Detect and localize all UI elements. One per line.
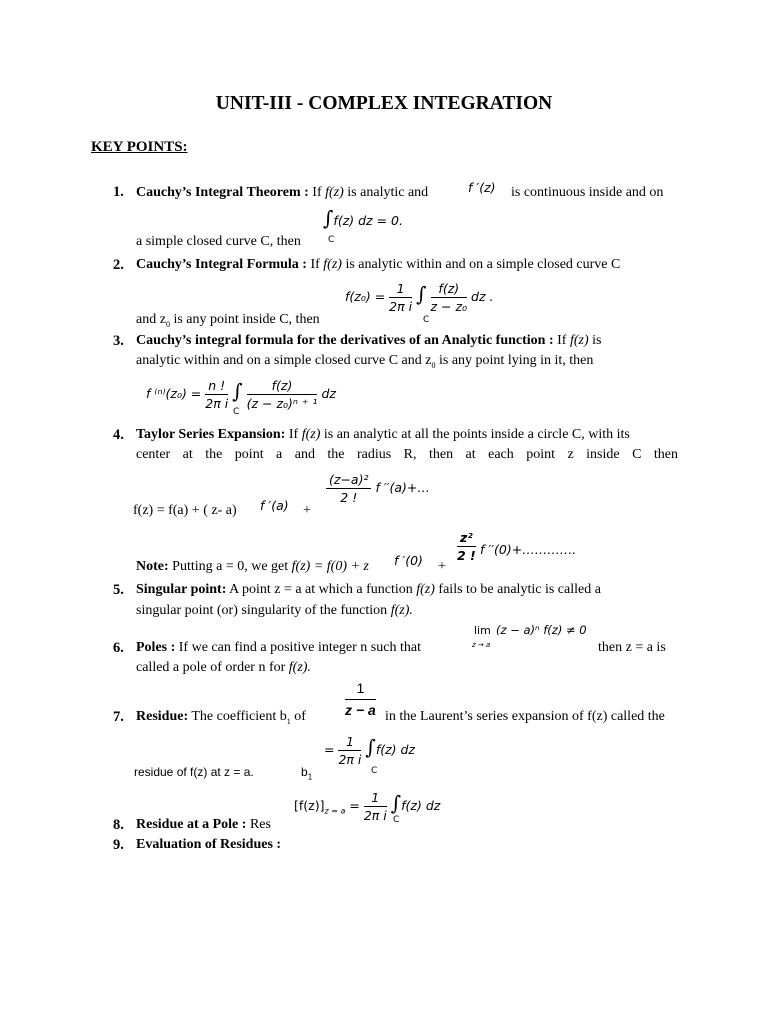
text: If: [308, 185, 326, 200]
limit-subscript: z → a: [472, 641, 491, 649]
math-fz: f(z): [416, 582, 435, 597]
integral-sign: ∫: [232, 379, 243, 403]
item-heading: Residue:: [136, 709, 189, 724]
item-heading: Residue at a Pole :: [136, 817, 247, 832]
operator: =: [324, 742, 335, 757]
contour-label: C: [328, 235, 335, 245]
fraction: [457, 529, 476, 564]
denominator: 2π i: [363, 808, 387, 823]
formula-tail: dz .: [471, 289, 494, 304]
text: is any point inside C, then: [169, 312, 320, 327]
text: called a pole of order n for: [136, 660, 289, 675]
fraction: [247, 377, 318, 412]
math-fz: f(z): [569, 333, 589, 348]
formula-lhs: f(z₀) =: [345, 289, 386, 304]
item-number: 6.: [113, 640, 124, 656]
item-paragraph: [136, 331, 678, 351]
numerator: 1: [364, 789, 387, 807]
operator: +: [438, 559, 446, 574]
item-heading: Cauchy’s Integral Formula :: [136, 257, 307, 272]
item-line: [136, 183, 428, 203]
text: A point z = a at which a function: [226, 582, 417, 597]
note-label: Note:: [136, 559, 169, 574]
denominator: 2π i: [389, 299, 413, 314]
denominator: 2 !: [457, 548, 476, 563]
formula: (z − a)ⁿ f(z) ≠ 0: [496, 623, 587, 637]
contour-label: C: [233, 407, 240, 417]
text: singular point (or) singularity of the function: [136, 603, 391, 618]
contour-label: C: [393, 815, 400, 825]
text: center at the point a and the radius R, then at each point z inside C then: [136, 447, 678, 462]
numerator: 1: [389, 280, 412, 298]
fraction: [345, 677, 376, 720]
formula: [324, 733, 415, 768]
formula: [345, 280, 494, 315]
text: residue of f(z) at z = a.: [134, 765, 254, 779]
denominator: z − z₀: [430, 299, 468, 314]
item-number: 4.: [113, 427, 124, 443]
item-line: [136, 707, 306, 732]
integral-sign: ∫: [390, 791, 402, 815]
item-paragraph: [136, 425, 678, 445]
text: If: [285, 427, 302, 442]
formula-text: f(z) dz = 0.: [333, 213, 403, 228]
integral-sign: ∫: [365, 735, 376, 759]
formula: f ′(a): [260, 498, 289, 513]
item-heading: Cauchy’s integral formula for the derivatives of an Analytic function :: [136, 333, 554, 348]
formula-tail: f ′′(0)+………….: [480, 542, 577, 557]
text: Putting a = 0, we get: [168, 559, 292, 574]
integral-sign: ∫: [416, 282, 427, 306]
subscript: 0: [431, 360, 436, 370]
text: fails to be analytic is called a: [434, 582, 601, 597]
item-heading: Cauchy’s Integral Theorem :: [136, 185, 309, 200]
series-lhs: f(z) = f(a) + ( z- a): [133, 503, 237, 518]
formula: f ′(z): [468, 180, 496, 195]
item-line: [136, 601, 413, 621]
item-line: [136, 815, 271, 835]
coefficient: [301, 765, 312, 781]
numerator: f(z): [431, 280, 468, 298]
item-heading: Taylor Series Expansion:: [136, 427, 286, 442]
contour-label: C: [423, 315, 430, 325]
page-title: UNIT-III - COMPLEX INTEGRATION: [215, 93, 553, 114]
key-points-heading: KEY POINTS:: [91, 139, 188, 155]
math-fz: f(z).: [390, 603, 413, 618]
item-number: 9.: [113, 837, 124, 853]
operator: =: [349, 798, 360, 813]
formula: f(z) = f(0) + z: [291, 559, 369, 574]
text: If: [306, 257, 324, 272]
denominator: 2 !: [340, 490, 358, 505]
text: is an analytic at all the points inside a circle C, with its: [320, 427, 630, 442]
item-heading: Poles :: [136, 640, 176, 655]
text: If we can find a positive integer n such that: [175, 640, 421, 655]
formula: f ′(0): [394, 553, 423, 568]
item-number: 7.: [113, 709, 124, 725]
formula: [326, 471, 430, 506]
formula: [323, 206, 403, 230]
text: is analytic and: [343, 185, 429, 200]
item-line: [136, 351, 678, 376]
text: b: [301, 765, 308, 779]
item-line: [136, 255, 620, 275]
formula-text: f(z) dz: [401, 798, 441, 813]
text: is any point lying in it, then: [435, 353, 594, 368]
item-number: 2.: [113, 257, 124, 273]
text: If: [553, 333, 570, 348]
text: and z: [136, 312, 166, 327]
denominator: (z − z₀)ⁿ ⁺ ¹: [246, 396, 318, 411]
formula-text: f(z) dz: [375, 742, 415, 757]
text: is continuous inside and on: [511, 185, 664, 200]
item-heading: Singular point:: [136, 582, 227, 597]
fraction: [205, 377, 228, 412]
denominator: 2π i: [205, 396, 229, 411]
formula-tail: dz: [321, 386, 336, 401]
math-fz: f(z): [325, 185, 344, 200]
formula: [294, 789, 440, 824]
text: in the Laurent’s series expansion of f(z) called the: [385, 709, 665, 724]
formula: [146, 377, 336, 412]
text: is: [588, 333, 602, 348]
contour-label: C: [371, 766, 378, 776]
fraction: [338, 733, 361, 768]
text: Res: [246, 817, 271, 832]
denominator: z − a: [345, 702, 376, 718]
formula: [345, 677, 376, 720]
item-paragraph: [136, 580, 678, 600]
formula-lhs: [f(z)]: [294, 798, 325, 813]
subscript: z = a: [324, 806, 346, 816]
fraction: [326, 471, 371, 506]
math-fz: f(z).: [288, 660, 311, 675]
item-number: 8.: [113, 817, 124, 833]
numerator: (z−a)²: [326, 471, 371, 489]
formula-lhs: f ⁽ⁿ⁾(z₀) =: [146, 386, 202, 401]
item-heading: Evaluation of Residues :: [136, 837, 282, 852]
fraction: [431, 280, 468, 315]
math-fz: f(z): [323, 257, 342, 272]
numerator: 1: [338, 733, 361, 751]
numerator: n !: [205, 377, 228, 395]
denominator: 2π i: [338, 752, 362, 767]
note-line: [136, 557, 369, 577]
item-number: 1.: [113, 184, 124, 200]
operator: +: [303, 503, 311, 518]
text: of: [290, 709, 306, 724]
text: is analytic within and on a simple closed curve C: [341, 257, 621, 272]
item-line: [136, 658, 311, 678]
subscript: 1: [307, 772, 313, 782]
text: a simple closed curve C, then: [136, 234, 301, 249]
item-line: [136, 638, 421, 658]
math-fz: f(z): [301, 427, 321, 442]
numerator: z²: [457, 529, 476, 547]
integral-sign: ∫: [323, 206, 334, 230]
text: The coefficient b: [188, 709, 287, 724]
numerator: f(z): [247, 377, 318, 395]
numerator: 1: [345, 677, 376, 700]
text: then z = a is: [598, 640, 666, 655]
formula-tail: f ′′(a)+…: [375, 480, 430, 495]
item-number: 5.: [113, 582, 124, 598]
limit: lim: [474, 624, 491, 637]
text: analytic within and on a simple closed curve C and z: [136, 353, 432, 368]
subscript: 0: [165, 319, 170, 329]
fraction: [389, 280, 412, 315]
subscript: 1: [286, 716, 291, 726]
fraction: [364, 789, 387, 824]
formula: [457, 529, 476, 564]
item-number: 3.: [113, 333, 124, 349]
